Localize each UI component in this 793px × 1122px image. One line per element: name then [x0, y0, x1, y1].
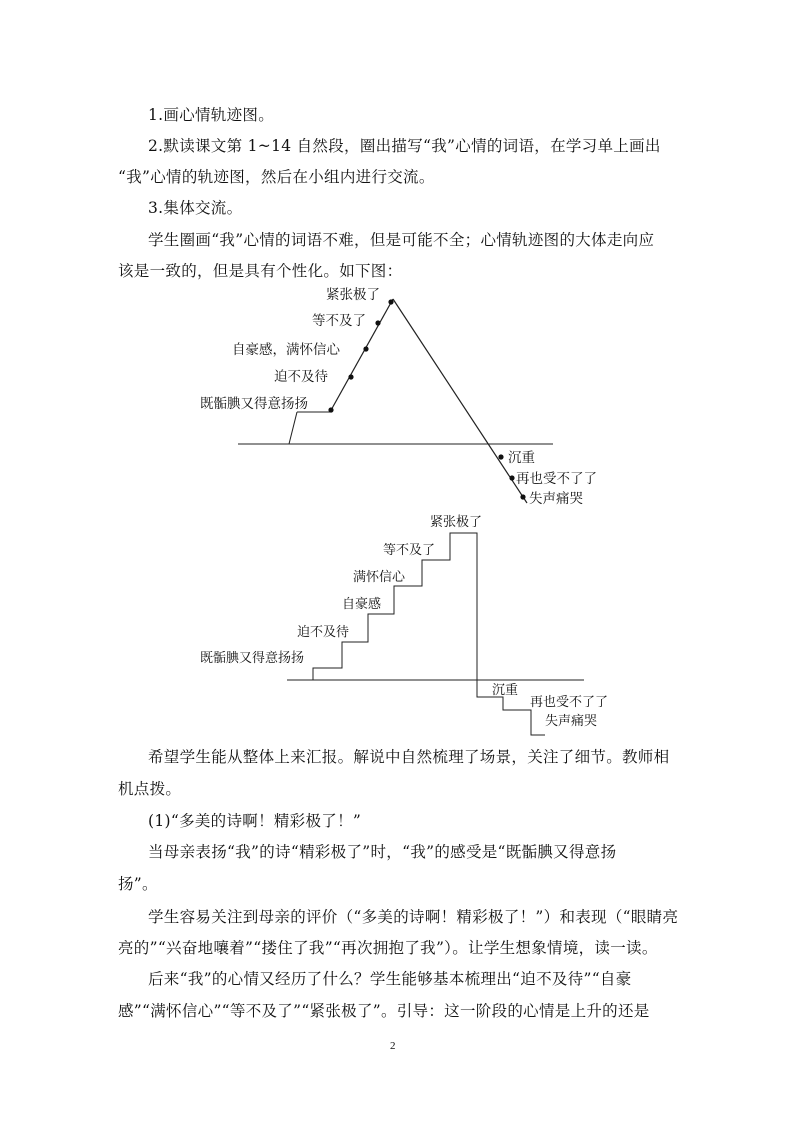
- para-focus-line-1: 学生容易关注到母亲的评价（“多美的诗啊！精彩极了！”）和表现（“眼睛亮: [148, 908, 679, 926]
- intro-line-2: 该是一致的，但是具有个性化。如下图：: [118, 262, 403, 280]
- d1-label-f0: 沉重: [508, 450, 535, 466]
- d2-step-3: 满怀信心: [353, 570, 406, 585]
- step-2-line-1: 2.默读课文第 1~14 自然段，圈出描写“我”心情的词语，在学习单上画出: [148, 137, 661, 155]
- dot-d1-r2: [363, 346, 368, 351]
- page-number: 2: [390, 1040, 396, 1052]
- para-praise-line-1: 当母亲表扬“我”的诗“精彩极了”时，“我”的感受是“既骺腆又得意扬: [148, 843, 617, 861]
- d2-step-4: 等不及了: [383, 543, 436, 558]
- intro-line-1: 学生圈画“我”心情的词语不难，但是可能不全；心情轨迹图的大体走向应: [148, 231, 655, 249]
- step-3-heading: 3.集体交流。: [148, 199, 243, 217]
- d1-label-2: 自豪感，满怀信心: [232, 342, 340, 358]
- d1-label-0: 紧张极了: [326, 287, 380, 303]
- dot-d1-r0: [388, 299, 393, 304]
- d1-label-f2: 失声痛哭: [529, 491, 583, 507]
- dot-d1-f2: [520, 494, 525, 499]
- d2-step-5: 紧张极了: [430, 515, 483, 530]
- dot-d1-r1: [375, 320, 380, 325]
- d2-step-0: 既骺腆又得意扬扬: [200, 651, 305, 666]
- para-praise-line-2: 扬”。: [118, 875, 158, 893]
- para-later-line-2: 感”“满怀信心”“等不及了”“紧张极了”。引导：这一阶段的心情是上升的还是: [118, 1002, 650, 1020]
- para-later-line-1: 后来“我”的心情又经历了什么？学生能够基本梳理出“迫不及待”“自豪: [148, 970, 632, 988]
- d2-fall-1: 再也受不了了: [530, 695, 609, 710]
- d2-step-1: 迫不及待: [297, 625, 350, 640]
- mood-trajectory-diagram-2: [200, 514, 608, 735]
- step-2-line-2: “我”心情的轨迹图，然后在小组内进行交流。: [118, 168, 435, 186]
- dot-d1-r4: [328, 407, 333, 412]
- para-focus-line-2: 亮的”“兴奋地嚷着”“搂住了我”“再次拥抱了我”）。让学生想象情境，读一读。: [118, 939, 658, 957]
- d1-label-3: 迫不及待: [274, 369, 328, 385]
- para-report-line-2: 机点拨。: [118, 780, 182, 798]
- d2-fall-2: 失声痛哭: [545, 714, 598, 729]
- d2-step-2: 自豪感: [342, 597, 382, 612]
- step-1-heading: 1.画心情轨迹图。: [148, 106, 274, 124]
- dot-d1-f1: [509, 475, 514, 480]
- d1-label-4: 既骺腆又得意扬扬: [200, 396, 308, 412]
- subheading-1: (1)“多美的诗啊！精彩极了！”: [148, 812, 362, 830]
- d1-label-f1: 再也受不了了: [516, 471, 597, 487]
- para-report-line-1: 希望学生能从整体上来汇报。解说中自然梳理了场景，关注了细节。教师相: [148, 748, 670, 766]
- d2-fall-0: 沉重: [492, 683, 519, 698]
- d1-label-1: 等不及了: [312, 313, 366, 329]
- dot-d1-f0: [498, 454, 503, 459]
- dot-d1-r3: [348, 374, 353, 379]
